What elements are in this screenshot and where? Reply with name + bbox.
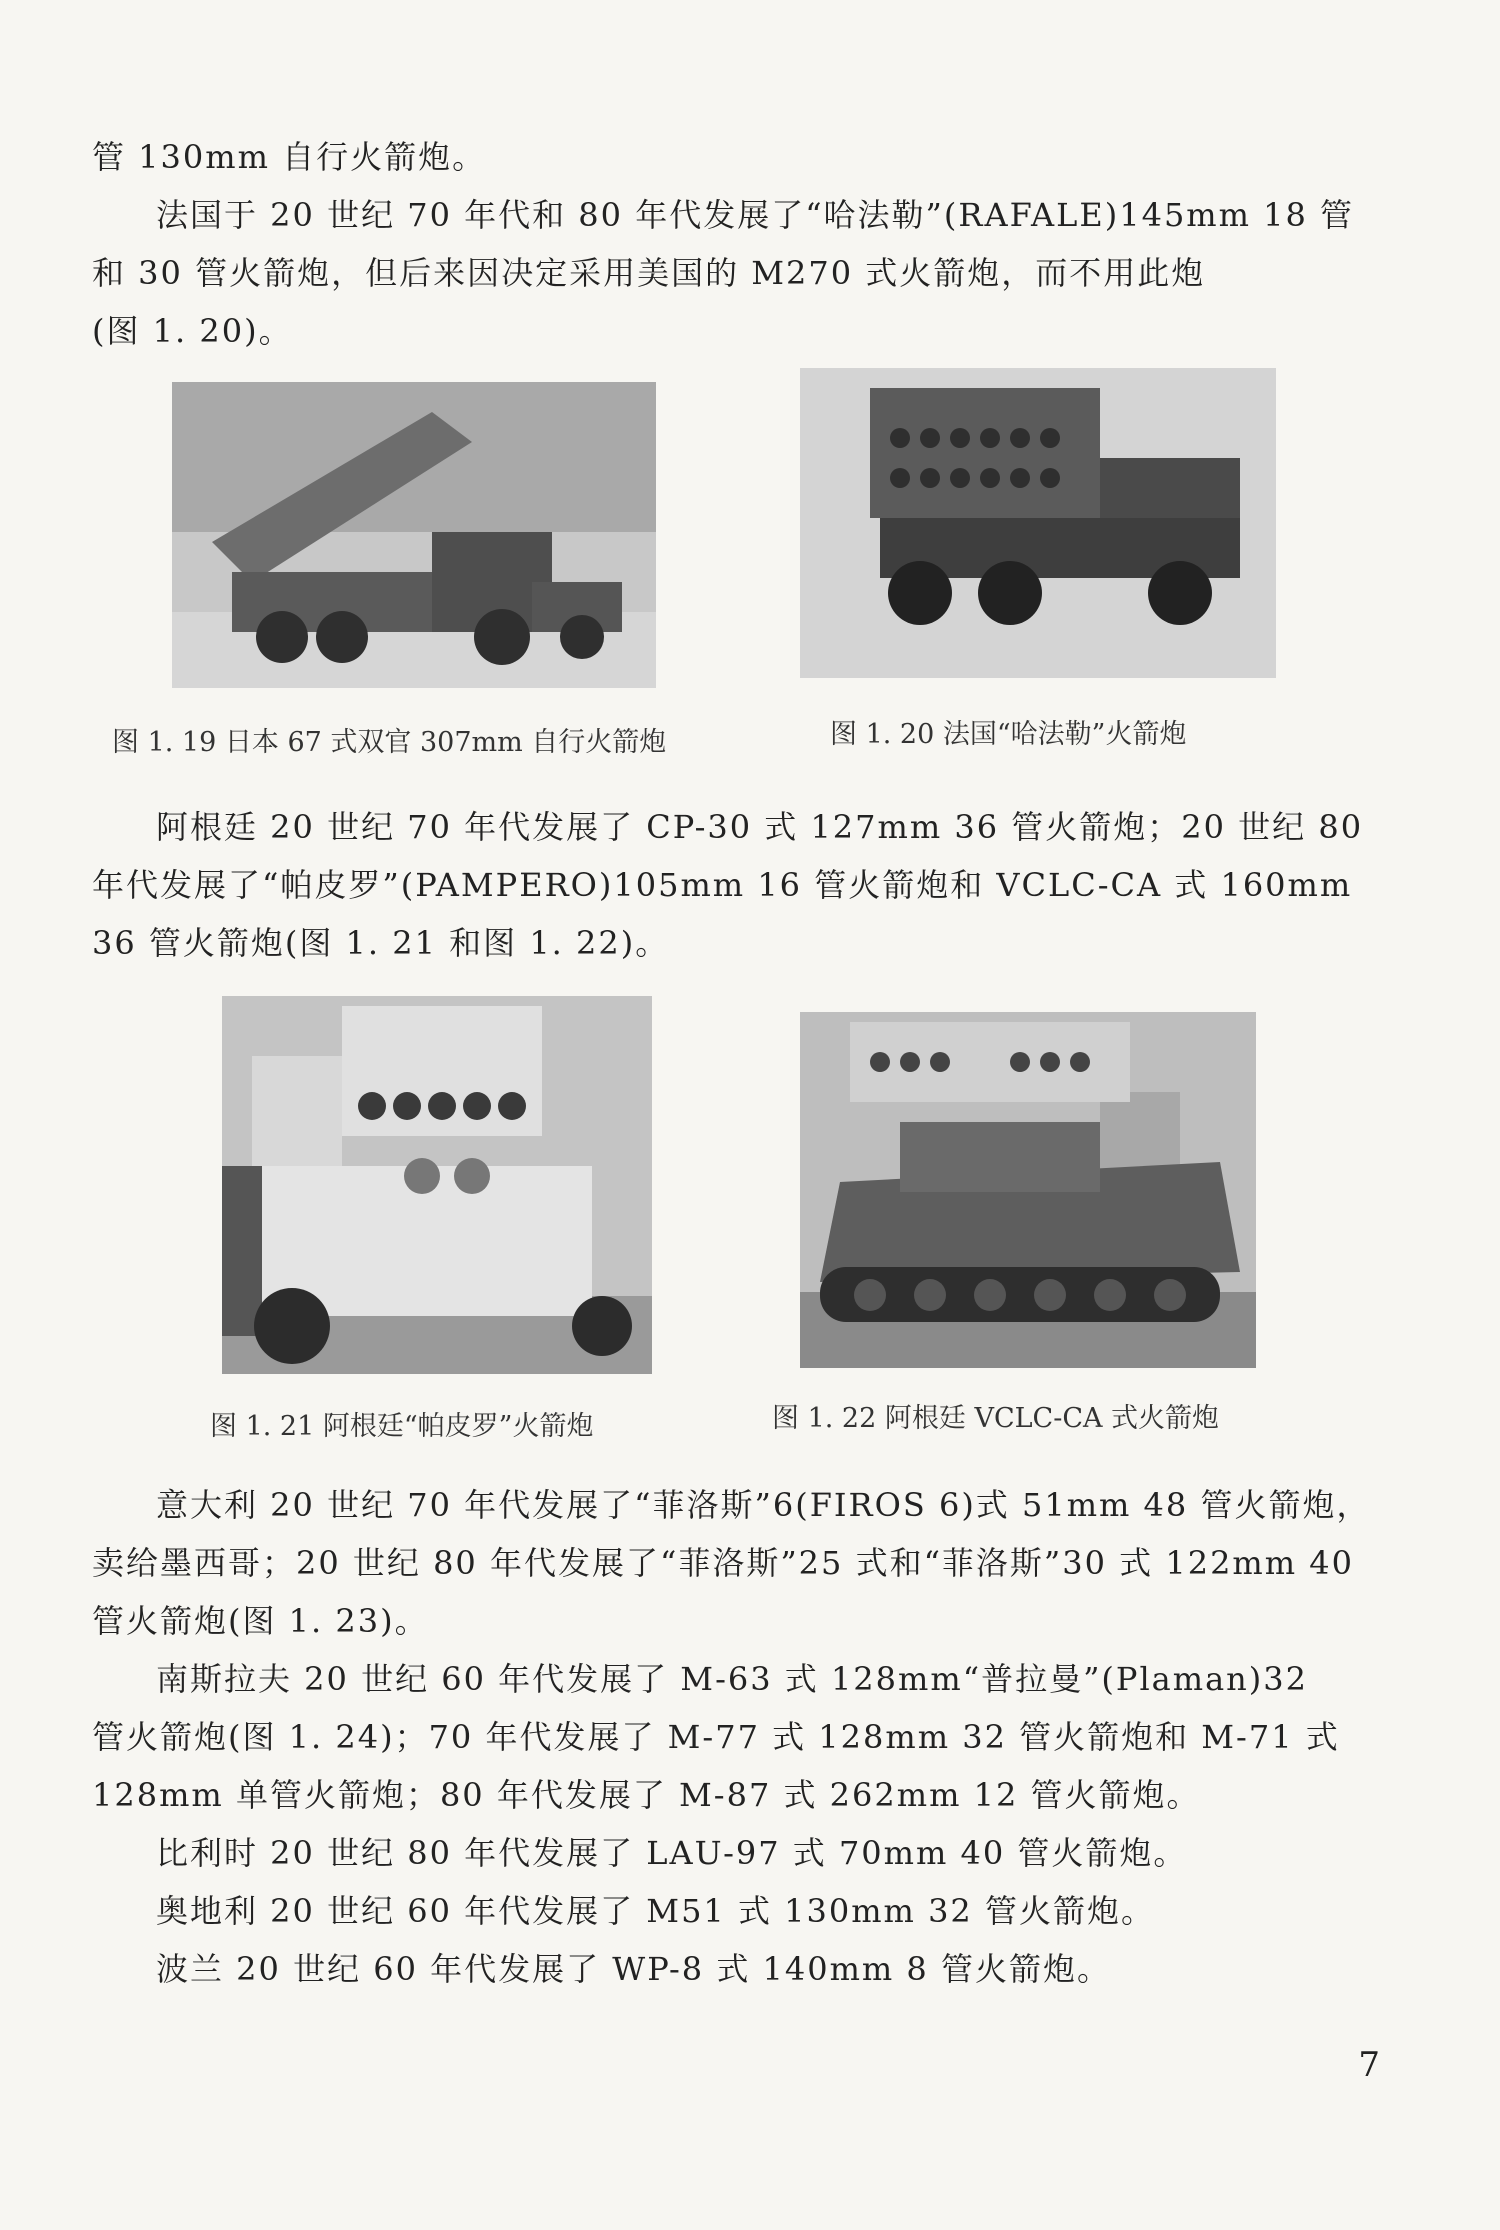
text-line: 比利时 20 世纪 80 年代发展了 LAU-97 式 70mm 40 管火箭炮。 (156, 1834, 1188, 1872)
text-line: 阿根廷 20 世纪 70 年代发展了 CP-30 式 127mm 36 管火箭炮；20 世纪 80 (156, 808, 1364, 846)
text-line: 波兰 20 世纪 60 年代发展了 WP-8 式 140mm 8 管火箭炮。 (156, 1950, 1111, 1988)
figure-1-19-caption: 图 1. 19 日本 67 式双官 307mm 自行火箭炮 (112, 727, 667, 758)
paragraph-7 (92, 1882, 1382, 1940)
figure-1-22-caption: 图 1. 22 阿根廷 VCLC-CA 式火箭炮 (772, 1403, 1220, 1434)
paragraph-2 (92, 186, 1382, 360)
text-line: 管火箭炮(图 1. 23)。 (92, 1602, 429, 1640)
text-line: 卖给墨西哥；20 世纪 80 年代发展了“菲洛斯”25 式和“菲洛斯”30 式 122mm 40 (92, 1544, 1355, 1582)
text-line: 奥地利 20 世纪 60 年代发展了 M51 式 130mm 32 管火箭炮。 (156, 1892, 1155, 1930)
paragraph-6 (92, 1824, 1382, 1882)
text-line: 意大利 20 世纪 70 年代发展了“菲洛斯”6(FIROS 6)式 51mm 48 管火箭炮， (156, 1486, 1371, 1524)
figure-1-21-photo (222, 996, 652, 1374)
text-line: 南斯拉夫 20 世纪 60 年代发展了 M-63 式 128mm“普拉曼”(Plaman)32 (156, 1660, 1308, 1698)
figure-1-20-photo (800, 368, 1276, 678)
rocket-launcher-truck-illustration (800, 368, 1276, 678)
text-line: (图 1. 20)。 (92, 312, 293, 350)
text-line: 和 30 管火箭炮，但后来因决定采用美国的 M270 式火箭炮，而不用此炮 (92, 254, 1206, 292)
rocket-truck-illustration (172, 382, 656, 688)
text-line: 管火箭炮(图 1. 24)；70 年代发展了 M-77 式 128mm 32 管火箭炮和 M-71 式 (92, 1718, 1340, 1756)
pampero-launcher-illustration (222, 996, 652, 1374)
text-line: 36 管火箭炮(图 1. 21 和图 1. 22)。 (92, 924, 670, 962)
figure-1-19-photo (172, 382, 656, 688)
page-number: 7 (1358, 2045, 1380, 2085)
vclc-ca-launcher-illustration (800, 1012, 1256, 1368)
paragraph-1 (92, 128, 1382, 186)
text-line: 法国于 20 世纪 70 年代和 80 年代发展了“哈法勒”(RAFALE)145mm 18 管 (156, 196, 1355, 234)
paragraph-5 (92, 1650, 1382, 1824)
text-line: 128mm 单管火箭炮；80 年代发展了 M-87 式 262mm 12 管火箭炮。 (92, 1776, 1201, 1814)
text-line: 年代发展了“帕皮罗”(PAMPERO)105mm 16 管火箭炮和 VCLC-CA 式 160mm (92, 866, 1353, 904)
figure-1-21-caption: 图 1. 21 阿根廷“帕皮罗”火箭炮 (210, 1411, 594, 1442)
paragraph-8 (92, 1940, 1382, 1998)
figure-1-20-caption: 图 1. 20 法国“哈法勒”火箭炮 (830, 719, 1187, 750)
paragraph-3 (92, 798, 1382, 972)
figure-1-22-photo (800, 1012, 1256, 1368)
text-line: 管 130mm 自行火箭炮。 (92, 138, 487, 176)
paragraph-4 (92, 1476, 1382, 1650)
